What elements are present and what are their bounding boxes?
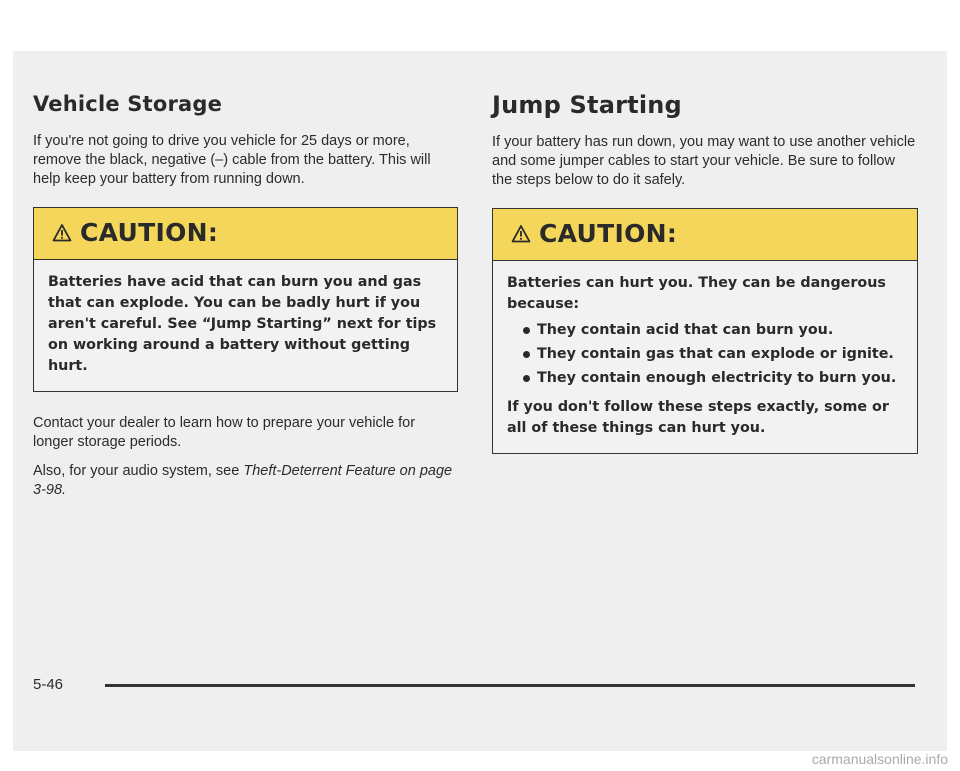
section-title-jump-starting: Jump Starting: [492, 91, 682, 119]
bullet-dot-icon: [523, 375, 530, 382]
caution-box-storage: [33, 207, 458, 392]
theft-deterrent-reference[interactable]: Theft-Deterrent Feature on page 3-98: [33, 463, 453, 498]
caution-header: [34, 208, 457, 260]
list-item: [521, 368, 903, 389]
reference-period: .: [62, 482, 67, 498]
warning-triangle-icon: [52, 223, 72, 242]
list-item: [521, 344, 903, 365]
audio-text: Also, for your audio system, see: [33, 463, 244, 479]
bullet-text: They contain enough electricity to burn you.: [537, 370, 897, 386]
caution-text: Batteries have acid that can burn you and gas that can explode. You can be badly hurt if you aren't careful. See “Jump Starting” next for tips on working around a battery without getting hurt.: [48, 274, 437, 374]
jump-starting-intro: If your battery has run down, you may want to use another vehicle and some jumper cables to start your vehicle. Be sure to follow the steps below to do it safely.: [492, 134, 916, 188]
audio-system-paragraph: [33, 462, 458, 500]
list-item: [521, 320, 903, 341]
watermark: carmanualsonline.info: [811, 751, 948, 767]
bullet-text: They contain acid that can burn you.: [537, 322, 834, 338]
page-footer: [33, 676, 915, 693]
footer-rule: [105, 684, 915, 687]
caution-header: [493, 209, 917, 261]
jump-starting-section: [492, 92, 918, 476]
caution-body: [493, 261, 917, 453]
warning-triangle-icon: [511, 224, 531, 243]
page-number: 5-46: [33, 676, 64, 693]
section-title-vehicle-storage: Vehicle Storage: [33, 92, 223, 116]
bullet-dot-icon: [523, 351, 530, 358]
caution-bullet-list: [507, 320, 903, 389]
bullet-text: They contain gas that can explode or ignite.: [537, 346, 894, 362]
caution-box-jump: [492, 208, 918, 454]
caution-closing: If you don't follow these steps exactly, some or all of these things can hurt you.: [507, 399, 889, 436]
caution-label: CAUTION:: [80, 218, 219, 247]
bullet-dot-icon: [523, 327, 530, 334]
caution-body: [34, 260, 457, 391]
vehicle-storage-intro: If you're not going to drive you vehicle for 25 days or more, remove the black, negative (–) cable from the battery. This will help keep your battery from running down.: [33, 133, 431, 187]
caution-lead: Batteries can hurt you. They can be dangerous because:: [507, 275, 886, 312]
storage-dealer-paragraph: Contact your dealer to learn how to prepare your vehicle for longer storage periods.: [33, 415, 416, 450]
caution-label: CAUTION:: [539, 219, 678, 248]
vehicle-storage-section: [33, 92, 458, 510]
